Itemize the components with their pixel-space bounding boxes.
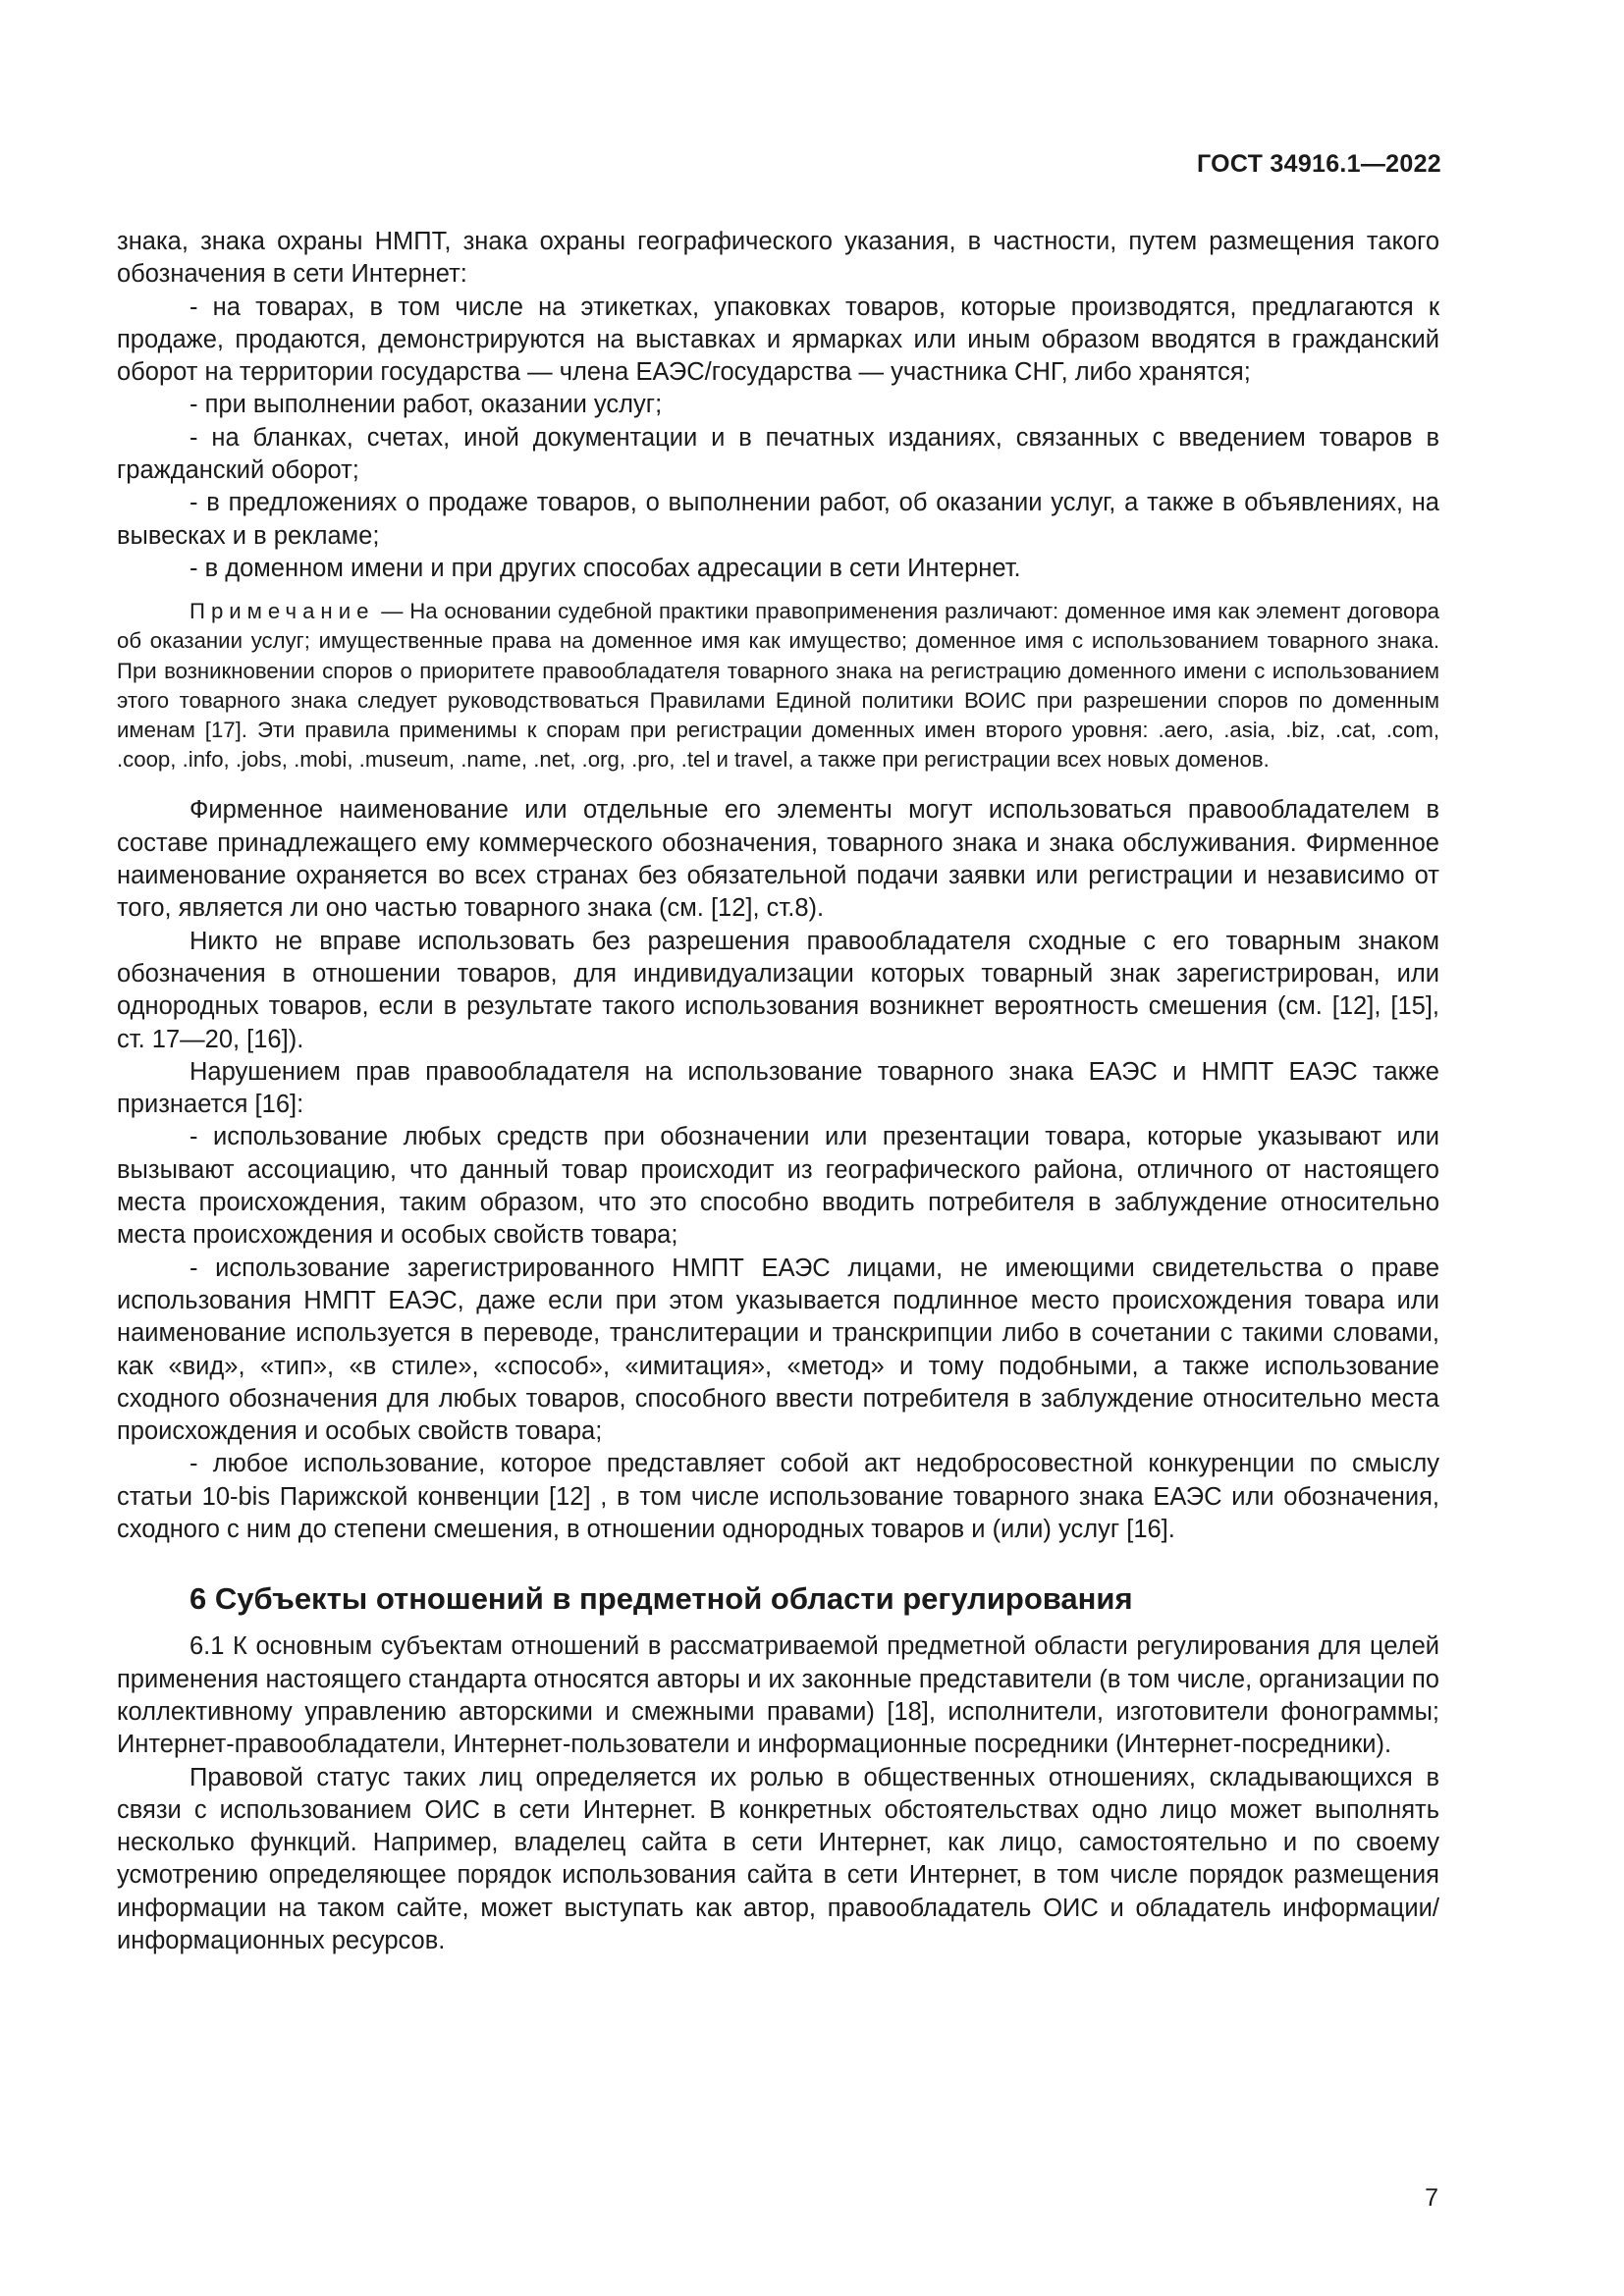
section-heading: 6 Субъекты отношений в предметной области регулирования	[189, 1581, 1133, 1617]
paragraph: знака, знака охраны НМПТ, знака охраны географического указания, в частности, путем размещения такого обозначения в сети Интернет:	[117, 228, 1439, 289]
list-item: - в предложениях о продаже товаров, о выполнении работ, об оказании услуг, а также в объявлениях, на вывесках и в рекламе;	[117, 489, 1439, 550]
paragraph: 6.1 К основным субъектам отношений в рассматриваемой предметной области регулирования для целей применения настоящего стандарта относятся авторы и их законные представители (в том числе, организации по коллективному управлению авторскими и смежными правами) [18], исполнители, изготовители фонограммы; Интернет-правообладатели, Интернет-пользователи и информационные посредники (Интернет-посредники).	[117, 1632, 1439, 1759]
list-item: - при выполнении работ, оказании услуг;	[189, 391, 663, 419]
note-text: — На основании судебной практики правоприменения различают: доменное имя как элемент договора об оказании услуг; имущественные права на доменное имя как имущество; доменное имя с использованием товарного знака. При возникновении споров о приоритете правообладателя товарного знака на регистрацию доменного имени с использованием этого товарного знака следует руководствоваться Правилами Единой политики ВОИС при разрешении споров по доменным именам [17]. Эти правила применимы к спорам при регистрации доменных имен второго уровня: .aero, .asia, .biz, .cat, .com, .coop, .info, .jobs, .mobi, .museum, .name, .net, .org, .pro, .tel и travel, а также при регистрации всех новых доменов.	[117, 599, 1439, 773]
list-item: - в доменном имени и при других способах адресации в сети Интернет.	[189, 554, 1021, 582]
paragraph: Правовой статус таких лиц определяется их ролью в общественных отношениях, складывающихся в связи с использованием ОИС в сети Интернет. В конкретных обстоятельствах одно лицо может выполнять несколько функций. Например, владелец сайта в сети Интернет, как лицо, самостоятельно и по своему усмотрению определяющее порядок использования сайта в сети Интернет, в том числе порядок размещения информации на таком сайте, может выступать как автор, правообладатель ОИС и обладатель информации/информационных ресурсов.	[117, 1763, 1439, 1954]
paragraph: Фирменное наименование или отдельные его элементы могут использоваться правообладателем в составе принадлежащего ему коммерческого обозначения, товарного знака и знака обслуживания. Фирменное наименование охраняется во всех странах без обязательной подачи заявки или регистрации и независимо от того, является ли оно частью товарного знака (см. [12], ст.8).	[117, 796, 1439, 923]
list-item: - на бланках, счетах, иной документации и в печатных изданиях, связанных с введением товаров в гражданский оборот;	[117, 423, 1439, 485]
page-content	[117, 226, 1439, 1957]
page-number: 7	[1425, 2184, 1438, 2212]
paragraph: Нарушением прав правообладателя на использование товарного знака ЕАЭС и НМПТ ЕАЭС также признается [16]:	[117, 1057, 1439, 1119]
list-item: - использование любых средств при обозначении или презентации товара, которые указывают или вызывают ассоциацию, что данный товар происходит из географического района, отличного от настоящего места происхождения, таким образом, что это способно вводить потребителя в заблуждение относительно места происхождения и особых свойств товара;	[117, 1123, 1439, 1250]
list-item: - на товарах, в том числе на этикетках, упаковках товаров, которые производятся, предлагаются к продаже, продаются, демонстрируются на выставках и ярмарках или иным образом вводятся в гражданский оборот на территории государства — члена ЕАЭС/государства — участника СНГ, либо хранятся;	[117, 293, 1439, 387]
note-block	[117, 597, 1439, 774]
document-id-header: ГОСТ 34916.1—2022	[1196, 150, 1441, 178]
list-item: - использование зарегистрированного НМПТ ЕАЭС лицами, не имеющими свидетельства о праве использования НМПТ ЕАЭС, даже если при этом указывается подлинное место происхождения товара или наименование используется в переводе, транслитерации и транскрипции либо в сочетании с такими словами, как «вид», «тип», «в стиле», «способ», «имитация», «метод» и тому подобными, а также использование сходного обозначения для любых товаров, способного ввести потребителя в заблуждение относительно места происхождения и особых свойств товара;	[117, 1254, 1439, 1446]
note-label: Примечание	[189, 599, 375, 624]
list-item: - любое использование, которое представляет собой акт недобросовестной конкуренции по смыслу статьи 10-bis Парижской конвенции [12] , в том числе использование товарного знака ЕАЭС или обозначения, сходного с ним до степени смешения, в отношении однородных товаров и (или) услуг [16].	[117, 1450, 1439, 1544]
paragraph: Никто не вправе использовать без разрешения правообладателя сходные с его товарным знаком обозначения в отношении товаров, для индивидуализации которых товарный знак зарегистрирован, или однородных товаров, если в результате такого использования возникнет вероятность смешения (см. [12], [15], ст. 17—20, [16]).	[117, 927, 1439, 1053]
